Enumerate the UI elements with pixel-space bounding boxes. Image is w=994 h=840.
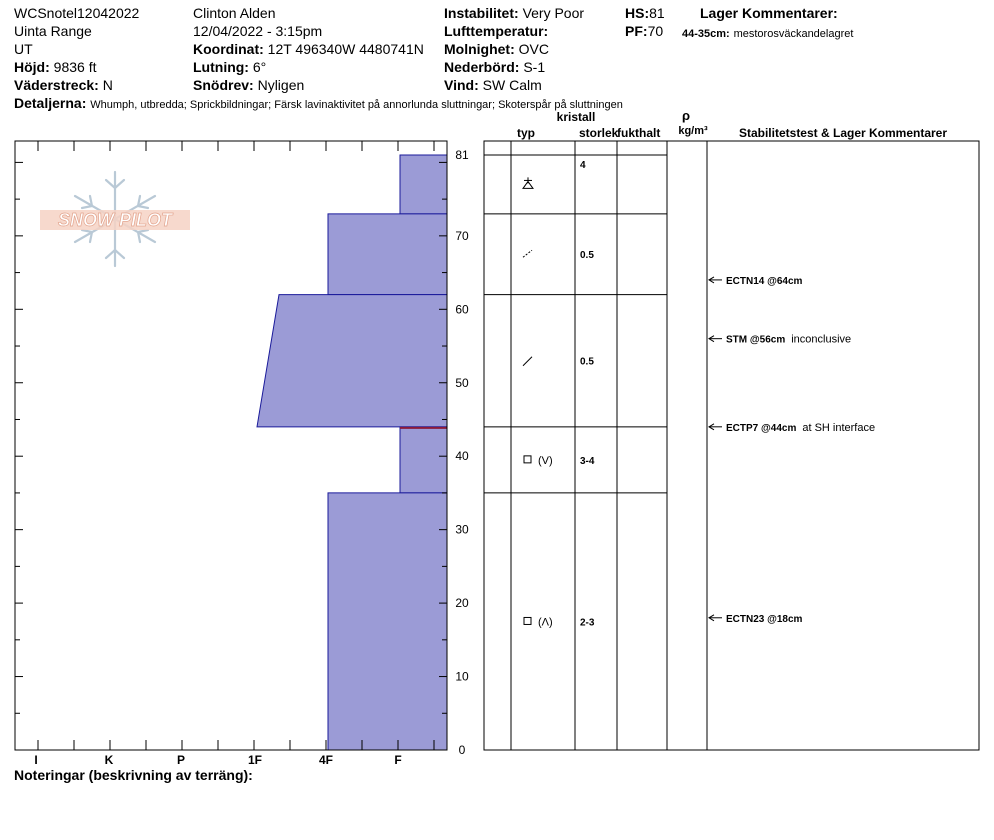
elevation-value: 9836 ft [53, 59, 97, 75]
hardness-label: F [394, 753, 402, 767]
details-text: Whumph, utbredda; Sprickbildningar; Färsk lavinaktivitet på annorlunda sluttningar; Skoterspår på sluttningen [90, 99, 623, 111]
profile-layer [400, 155, 447, 214]
profile-layer [400, 427, 447, 493]
hardness-profile [257, 155, 447, 750]
depth-tick-label: 0 [458, 743, 466, 757]
site-name: WCSnotel12042022 [14, 5, 140, 21]
layer-comment-range: 44-35cm: [682, 28, 730, 40]
stability-test [709, 334, 851, 346]
hs-value: 81 [649, 5, 665, 21]
layer-table-frame [484, 141, 979, 750]
profile-layer [257, 295, 447, 427]
hs-label: HS: [625, 5, 650, 21]
instability-value: Very Poor [522, 5, 585, 21]
layer-table [484, 108, 979, 750]
notes-label: Noteringar (beskrivning av terräng): [14, 767, 253, 783]
aspect-value: N [102, 77, 113, 93]
depth-tick-label: 60 [455, 302, 469, 317]
hardness-label: 4F [318, 753, 334, 767]
datetime: 12/04/2022 - 3:15pm [193, 23, 323, 39]
depth-tick-label: 70 [455, 228, 469, 243]
coord-label: Koordinat: [193, 41, 264, 57]
state: UT [14, 41, 33, 57]
observer: Clinton Alden [193, 5, 276, 21]
elevation-label: Höjd: [14, 59, 50, 75]
crystal-symbol [523, 357, 532, 366]
wind-label: Vind: [444, 77, 479, 93]
crystal-column [523, 177, 553, 628]
depth-tick-label: 50 [455, 375, 469, 390]
precip-value: S-1 [523, 59, 546, 75]
depth-tick-label: 20 [455, 596, 469, 611]
instability-label: Instabilitet: [444, 5, 519, 21]
sky-value: OVC [518, 41, 549, 57]
hardness-label: K [104, 753, 114, 767]
stability-test-label: ECTN14 @64cm [726, 275, 803, 287]
depth-tick-label: 81 [455, 148, 469, 163]
stability-test-label: ECTN23 @18cm [726, 613, 803, 625]
crystal-symbol-text: (Λ) [538, 616, 553, 629]
col-header-size: storlek [579, 126, 619, 140]
stability-test-label: STM @56cm inconclusive [726, 333, 852, 346]
crystal-symbol-text: (V) [538, 454, 553, 467]
slope-label: Lutning: [193, 59, 249, 75]
pf-label: PF: [625, 23, 648, 39]
stability-test-label: ECTP7 @44cm at SH interface [726, 421, 876, 434]
sky-label: Molnighet: [444, 41, 515, 57]
details-label: Detaljerna: [14, 95, 87, 111]
drift-label: Snödrev: [193, 77, 254, 93]
col-header-moisture: fukthalt [617, 126, 661, 140]
crystal-size-label: 0.5 [580, 250, 594, 262]
col-header-stability: Stabilitetstest & Lager Kommentarer [738, 126, 948, 140]
crystal-symbol [523, 177, 533, 188]
col-header-rho: ρ [681, 108, 691, 123]
size-column [580, 160, 595, 628]
crystal-symbol [523, 250, 532, 257]
profile-layer [328, 493, 447, 750]
col-header-density-unit: kg/m³ [678, 125, 708, 137]
depth-tick-label: 30 [455, 522, 469, 537]
precip-label: Nederbörd: [444, 59, 520, 75]
pf-value: 70 [647, 23, 664, 39]
crystal-size-label: 0.5 [580, 356, 594, 368]
layer-comments-title-text: Lager Kommentarer: [700, 5, 838, 21]
aspect-label: Väderstreck: [14, 77, 99, 93]
profile-layer [328, 214, 447, 295]
depth-tick-label: 10 [455, 669, 469, 684]
col-header-crystal: kristall [556, 110, 596, 124]
range-name: Uinta Range [14, 23, 92, 39]
stability-test [709, 276, 803, 287]
col-header-type: typ [517, 126, 535, 140]
crystal-size-label: 4 [580, 160, 586, 172]
coord-value: 12T 496340W 4480741N [267, 41, 424, 57]
hardness-label: I [34, 753, 38, 767]
layer-comment-text: mestorosväckandelagret [733, 28, 854, 40]
hardness-label: 1F [247, 753, 263, 767]
stability-tests [709, 276, 875, 625]
airtemp-label: Lufttemperatur: [444, 23, 549, 39]
crystal-size-label: 3-4 [580, 455, 595, 467]
crystal-symbol [524, 456, 531, 463]
crystal-symbol [524, 617, 531, 624]
slope-value: 6° [252, 59, 267, 75]
stability-test [709, 422, 875, 434]
depth-tick-label: 40 [455, 449, 469, 464]
snowpilot-logo [40, 172, 190, 266]
logo-text: SNOW PILOT [58, 210, 172, 230]
wind-value: SW Calm [482, 77, 542, 93]
hardness-label: P [176, 753, 186, 767]
crystal-size-label: 2-3 [580, 617, 595, 629]
stability-test [709, 614, 803, 625]
drift-value: Nyligen [257, 77, 305, 93]
